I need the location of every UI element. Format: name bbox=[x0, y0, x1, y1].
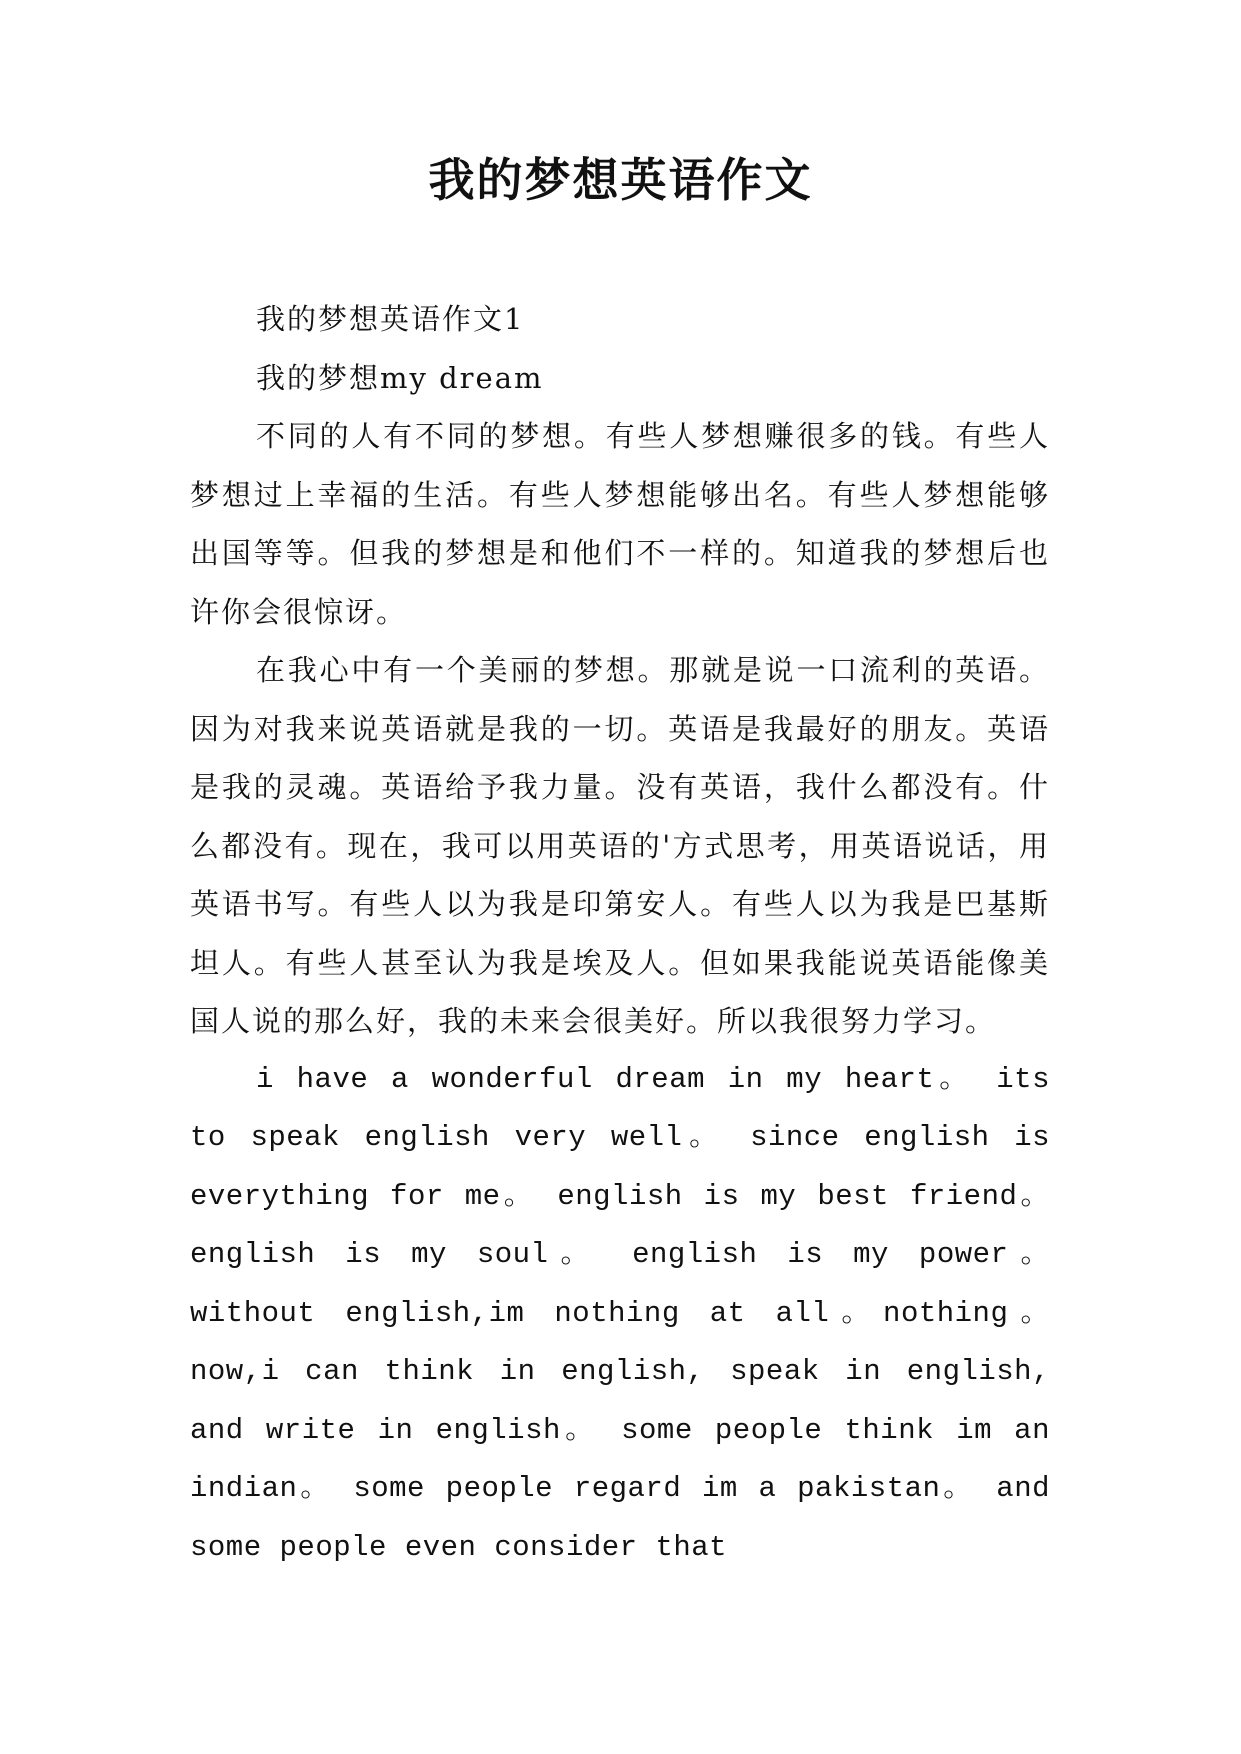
paragraph: 在我心中有一个美丽的梦想。那就是说一口流利的英语。因为对我来说英语就是我的一切。英语是我最好的朋友。英语是我的灵魂。英语给予我力量。没有英语，我什么都没有。什么都没有。现在，我可以用英语的'方式思考，用英语说话，用英语书写。有些人以为我是印第安人。有些人以为我是巴基斯坦人。有些人甚至认为我是埃及人。但如果我能说英语能像美国人说的那么好，我的未来会很美好。所以我很努力学习。 bbox=[190, 653, 1050, 1038]
document-body bbox=[190, 290, 1050, 1577]
document-title: 我的梦想英语作文 bbox=[428, 153, 813, 207]
section-heading: 我的梦想英语作文1 bbox=[256, 302, 525, 336]
paragraph-english: i have a wonderful dream in my heart。 its to speak english very well。 since english is everything for me。 english is my best friend。 english is my soul。 english is my power。 without english,im nothing at all。nothing。now,i can think in english, speak in english, and write in english。 some people think im an indian。 some people regard im a pakistan。 and some people even consider that bbox=[190, 1062, 1050, 1564]
paragraph: 不同的人有不同的梦想。有些人梦想赚很多的钱。有些人梦想过上幸福的生活。有些人梦想能够出名。有些人梦想能够出国等等。但我的梦想是和他们不一样的。知道我的梦想后也许你会很惊讶。 bbox=[190, 419, 1050, 629]
essay-subtitle: 我的梦想my dream bbox=[256, 360, 544, 395]
